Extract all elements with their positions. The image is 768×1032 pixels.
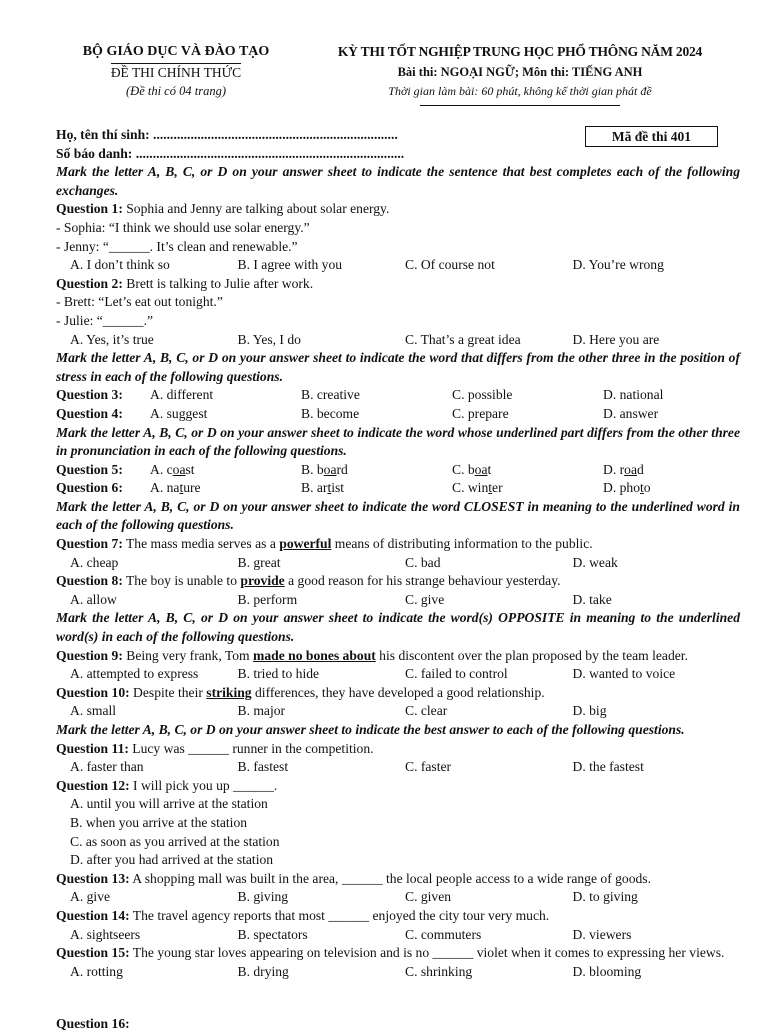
question-label: Question 4: [56,405,123,421]
option-c: C. That’s a great idea [405,331,521,347]
option-b: B. creative [301,387,360,403]
question-6 [56,479,740,498]
candidate-name-field: Họ, tên thí sinh: ........................................................................ [56,127,398,142]
stem-text: means of distributing information to the public. [331,536,593,552]
exam-content [56,126,740,981]
question-7 [56,535,740,572]
option-d [603,461,644,480]
stem-text: The boy is unable to [126,573,241,589]
header-left [56,44,296,99]
underlined-part: t [488,480,493,496]
option-c: C. as soon as you arrived at the station [70,833,280,849]
question-3 [56,386,740,405]
section-instruction: Mark the letter A, B, C, or D on your answer sheet to indicate the word that differs from the other three in the position of stress in each of the following questions. [56,350,740,384]
option-d: D. Here you are [572,331,660,347]
question-label: Question 15: [56,945,130,961]
option-text: o [643,480,651,496]
question-label: Question 10: [56,684,130,700]
option-a [150,461,301,480]
option-a: A. faster than [70,759,144,775]
ministry-name: BỘ GIÁO DỤC VÀ ĐÀO TẠO [82,44,270,59]
option-d: D. to giving [572,889,638,905]
stem-text: differences, they have developed a good relationship. [251,684,545,700]
option-c: C. bad [405,554,441,570]
option-a: A. sightseers [70,926,141,942]
option-c: C. give [405,591,445,607]
underlined-part: t [640,480,644,496]
option-a: A. until you will arrive at the station [70,796,268,812]
question-label: Question 9: [56,647,123,663]
stem-text: his discontent over the plan proposed by the team leader. [375,647,688,663]
question-stem: Sophia and Jenny are talking about solar energy. [126,201,390,217]
option-a: A. cheap [70,554,119,570]
underlined-part: oa [624,461,637,477]
option-b: B. fastest [237,759,289,775]
option-c: C. shrinking [405,963,473,979]
question-stem: I will pick you up ______. [133,777,278,793]
question-8 [56,572,740,609]
underlined-part: t [327,480,332,496]
section-instruction: Mark the letter A, B, C, or D on your answer sheet to indicate the best answer to each of the following questions. [56,722,685,737]
option-b: B. giving [237,889,289,905]
option-text: C. b [452,461,475,477]
question-stem: A shopping mall was built in the area, ______ the local people access to a wide range of goods. [132,870,651,886]
official-exam-label: ĐỀ THI CHÍNH THỨC [110,65,242,80]
question-12 [56,777,740,870]
section-instruction: Mark the letter A, B, C, or D on your answer sheet to indicate the word whose underlined part differs from the other three in pronunciation in each of the following questions. [56,424,740,459]
question-label: Question 7: [56,536,123,552]
question-label: Question 1: [56,201,123,217]
answer-options [56,665,740,684]
underlined-part: oa [474,461,488,477]
question-11 [56,740,740,777]
option-b: B. I agree with you [237,257,343,273]
option-c: C. faster [405,759,452,775]
option-d: D. You’re wrong [572,257,664,273]
underlined-phrase: made no bones about [253,647,376,663]
option-b: B. perform [237,591,298,607]
option-b: B. Yes, I do [237,331,301,347]
option-d: D. national [603,387,664,403]
option-text: ure [183,480,201,496]
option-c: C. commuters [405,926,482,942]
option-c: C. given [405,889,452,905]
answer-options [56,554,740,573]
option-a: A. suggest [150,405,208,421]
answer-options [56,795,740,869]
question-10 [56,684,740,721]
option-a [150,479,301,498]
stem-text: Despite their [133,684,207,700]
option-d: D. weak [572,554,618,570]
underlined-word: powerful [279,536,332,552]
option-b: B. spectators [237,926,308,942]
question-stem: The travel agency reports that most ______ enjoyed the city tour very much. [132,907,550,923]
dialogue-line: - Sophia: “I think we should use solar energy.” [56,219,310,235]
header-right [300,44,740,106]
option-d [603,479,651,498]
option-a: A. small [70,703,117,719]
option-d: D. viewers [572,926,632,942]
section-instruction: Mark the letter A, B, C, or D on your answer sheet to indicate the word(s) OPPOSITE in meaning to the underlined word(s) in each of the following questions. [56,610,740,645]
question-5 [56,461,740,480]
question-label: Question 12: [56,777,130,793]
question-stem: Brett is talking to Julie after work. [126,275,314,291]
option-b: B. when you arrive at the station [70,814,248,830]
option-text: er [492,480,503,496]
dialogue-line: - Brett: “Let’s eat out tonight.” [56,294,223,310]
option-c [452,461,603,480]
option-b: B. major [237,703,286,719]
question-stem: The young star loves appearing on television and is no ______ violet when it comes to expressing her views. [132,945,725,961]
answer-options [56,888,740,907]
header-rule [420,105,620,106]
option-text: C. win [452,480,489,496]
underlined-word: provide [240,573,285,589]
option-d: D. the fastest [572,759,644,775]
option-a: A. attempted to express [70,666,199,682]
question-2 [56,275,740,349]
question-1 [56,200,740,274]
question-label: Question 3: [56,387,123,403]
answer-options [56,963,740,982]
stem-text: The mass media serves as a [126,536,280,552]
option-c [452,479,603,498]
underlined-part: t [179,480,184,496]
option-d: D. take [572,591,612,607]
question-9 [56,647,740,684]
question-16-cut-off: Question 16: [56,1016,130,1031]
question-14 [56,907,740,944]
option-a: A. allow [70,591,117,607]
option-c: C. failed to control [405,666,508,682]
option-d: D. after you had arrived at the station [70,852,274,868]
candidate-info [56,126,740,163]
option-text: D. pho [603,480,641,496]
subject-line: Bài thi: NGOẠI NGỮ; Môn thi: TIẾNG ANH [397,65,643,79]
question-label: Question 14: [56,907,130,923]
time-line: Thời gian làm bài: 60 phút, không kể thời gian phát đề [388,84,652,98]
option-b: B. drying [237,963,289,979]
stem-text: Being very frank, Tom [126,647,254,663]
option-c: C. clear [405,703,448,719]
option-text: d [637,461,644,477]
answer-options [56,702,740,721]
question-label: Question 11: [56,740,129,756]
option-c: C. Of course not [405,257,495,273]
question-stem: Lucy was ______ runner in the competition. [132,740,374,756]
answer-options [56,256,740,275]
option-b [301,479,452,498]
option-text: B. ar [301,480,328,496]
question-label: Question 5: [56,461,123,477]
option-a: A. I don’t think so [70,257,170,273]
section-instruction: Mark the letter A, B, C, or D on your answer sheet to indicate the sentence that best completes each of the following exchanges. [56,164,740,198]
answer-options [56,758,740,777]
option-c: C. prepare [452,405,509,421]
option-d: D. blooming [572,963,642,979]
pages-note: (Đề thi có 04 trang) [126,84,226,98]
option-text: rd [336,461,348,477]
answer-options [56,591,740,610]
option-b [301,461,452,480]
underlined-part: oa [172,461,186,477]
answer-options [56,926,740,945]
question-label: Question 2: [56,275,123,291]
dialogue-line: - Julie: “______.” [56,312,154,328]
question-label: Question 13: [56,870,130,886]
underlined-part: oa [323,461,337,477]
option-text: A. na [150,480,180,496]
question-13 [56,870,740,907]
exam-title: KỲ THI TỐT NGHIỆP TRUNG HỌC PHỔ THÔNG NĂM 2024 [337,44,703,59]
option-a: A. Yes, it’s true [70,331,154,347]
question-4 [56,405,740,424]
option-text: D. r [603,461,625,477]
option-text: A. c [150,461,173,477]
answer-options [56,331,740,350]
option-text: ist [331,480,345,496]
candidate-id-field: Số báo danh: ............................................................................... [56,145,405,161]
stem-text: a good reason for his strange behaviour yesterday. [284,573,561,589]
option-a: A. rotting [70,963,123,979]
option-text: B. b [301,461,324,477]
option-a: A. different [150,387,214,403]
section-instruction: Mark the letter A, B, C, or D on your answer sheet to indicate the word CLOSEST in meaning to the underlined word in each of the following questions. [56,498,740,533]
question-15 [56,944,740,981]
option-d: D. answer [603,405,659,421]
question-label: Question 6: [56,480,123,496]
underlined-word: striking [206,684,252,700]
question-label: Question 8: [56,573,123,589]
option-text: st [185,461,195,477]
option-a: A. give [70,889,111,905]
option-c: C. possible [452,387,513,403]
option-b: B. tried to hide [237,666,320,682]
option-b: B. great [237,554,281,570]
dialogue-line: - Jenny: “______. It’s clean and renewable.” [56,238,298,254]
option-d: D. wanted to voice [572,666,676,682]
exam-code-box: Mã đề thi 401 [585,126,718,147]
option-text: t [487,461,492,477]
option-d: D. big [572,703,607,719]
option-b: B. become [301,405,360,421]
